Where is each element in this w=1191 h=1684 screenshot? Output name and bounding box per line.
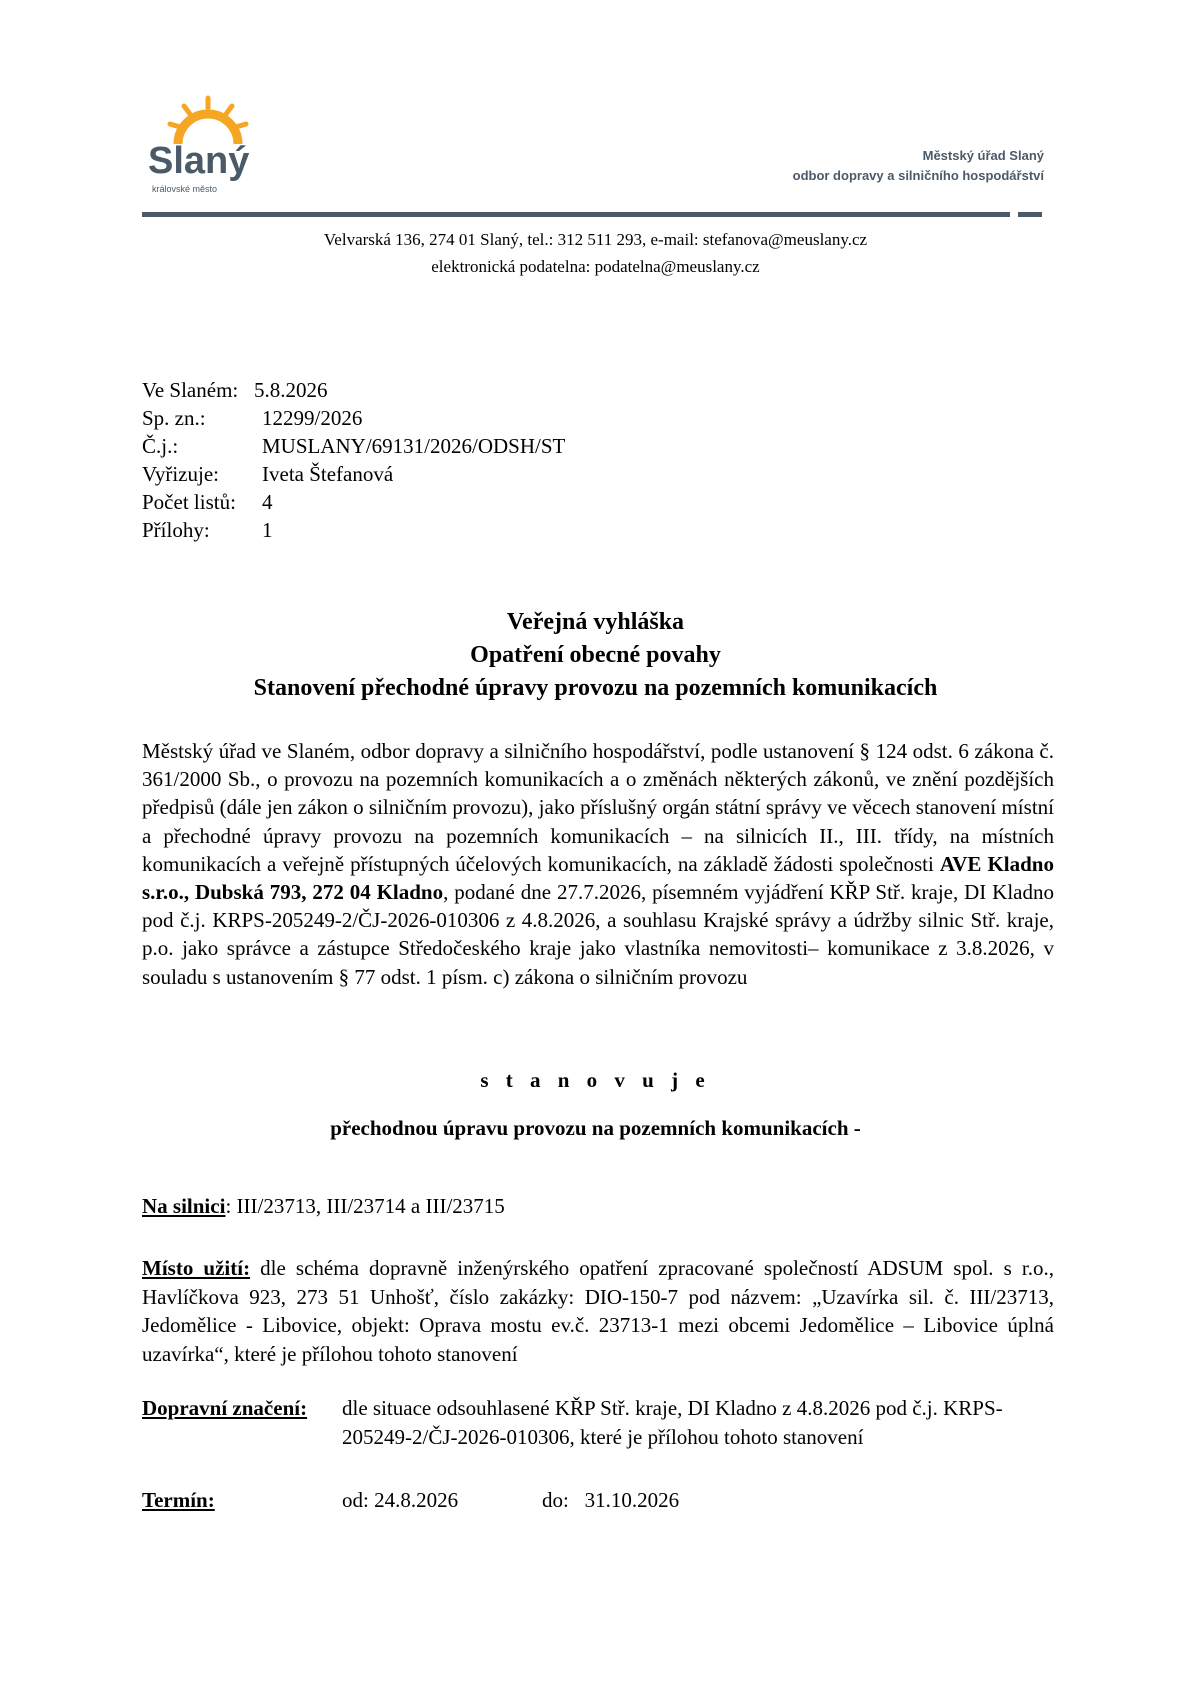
road-field xyxy=(142,1192,1054,1221)
stanovuje-heading: s t a n o v u j e xyxy=(480,1068,711,1092)
signage-field xyxy=(142,1394,1054,1451)
logo-subtitle: královské město xyxy=(152,184,218,194)
intro-paragraph xyxy=(142,737,1054,991)
place-label: Místo užití: xyxy=(142,1256,251,1280)
department-name: odbor dopravy a silničního hospodářství xyxy=(792,168,1044,183)
meta-label: Sp. zn.: xyxy=(142,406,206,430)
intro-text-1: Městský úřad ve Slaném, odbor dopravy a silničního hospodářství, podle ustanovení § 124 odst. 6 zákona č. 361/2000 Sb., o provozu na pozemních komunikacích a o změnách některých zákonů, ve znění pozdějších předpisů (dále jen zákon o silničním provozu), jako příslušný orgán státní správy ve věcech stanovení místní a přechodné úpravy provozu na pozemních komunikacích – na silnicích II., III. třídy, na místních komunikacích a veřejně přístupných účelových komunikacích, na základě žádosti společnosti xyxy=(142,739,1054,876)
meta-row xyxy=(142,376,565,404)
document-title xyxy=(0,606,1191,705)
meta-row xyxy=(142,488,565,516)
road-label: Na silnici xyxy=(142,1194,226,1218)
meta-label: Ve Slaném: xyxy=(142,378,239,402)
signage-value: dle situace odsouhlasené KŘP Stř. kraje, DI Kladno z 4.8.2026 pod č.j. KRPS-205249-2/ČJ-2026-010306, které je přílohou tohoto stanovení xyxy=(342,1396,1003,1449)
office-name: Městský úřad Slaný xyxy=(922,148,1044,163)
place-field xyxy=(142,1254,1054,1368)
intro-text-2: , podané dne 27.7.2026, písemném vyjádření KŘP Stř. kraje, DI Kladno pod č.j. KRPS-205249-2/ČJ-2026-010306 z 4.8.2026, a souhlasu Krajské správy a údržby silnic Stř. kraje, p.o. jako správce a zástupce Středočeského kraje jako vlastníka nemovitosti– komunikace z 3.8.2026, v souladu s ustanovením § 77 odst. 1 písm. c) zákona o silničním provozu xyxy=(142,880,1054,989)
logo-wordmark: Slaný xyxy=(148,140,250,182)
signage-label: Dopravní značení: xyxy=(142,1396,308,1420)
term-from: od: 24.8.2026 xyxy=(342,1488,459,1512)
meta-row xyxy=(142,404,565,432)
meta-value: Iveta Štefanová xyxy=(262,462,394,486)
meta-value: 1 xyxy=(262,518,273,542)
meta-value: 12299/2026 xyxy=(262,406,363,430)
meta-value: 4 xyxy=(262,490,273,514)
header-rule xyxy=(142,212,1042,217)
road-value: : III/23713, III/23714 a III/23715 xyxy=(225,1194,505,1218)
document-metadata xyxy=(142,376,565,544)
contact-block xyxy=(0,226,1191,280)
address-line: Velvarská 136, 274 01 Slaný, tel.: 312 511 293, e-mail: stefanova@meuslany.cz xyxy=(323,230,868,249)
title-line-3: Stanovení přechodné úpravy provozu na pozemních komunikacích xyxy=(253,675,938,701)
city-logo xyxy=(148,100,278,200)
meta-label: Č.j.: xyxy=(142,434,179,458)
decision-subheading: přechodnou úpravu provozu na pozemních komunikacích - xyxy=(330,1116,861,1140)
meta-label: Vyřizuje: xyxy=(142,462,219,486)
meta-label: Počet listů: xyxy=(142,490,236,514)
podatelna-line: elektronická podatelna: podatelna@meuslany.cz xyxy=(431,257,760,276)
meta-row xyxy=(142,432,565,460)
meta-value: 5.8.2026 xyxy=(254,378,328,402)
term-field xyxy=(142,1486,1054,1515)
meta-label: Přílohy: xyxy=(142,518,210,542)
place-value: dle schéma dopravně inženýrského opatření zpracované společností ADSUM spol. s r.o., Havlíčkova 923, 273 51 Unhošť, číslo zakázky: DIO-150-7 pod názvem: „Uzavírka sil. č. III/23713, Jedomělice - Libovice, objekt: Oprava mostu ev.č. 23713-1 mezi obcemi Jedomělice – Libovice úplná uzavírka“, které je přílohou tohoto stanovení xyxy=(142,1256,1054,1366)
meta-row xyxy=(142,516,565,544)
meta-value: MUSLANY/69131/2026/ODSH/ST xyxy=(262,434,566,458)
title-line-1: Veřejná vyhláška xyxy=(506,609,685,635)
office-block xyxy=(793,146,1044,186)
title-line-2: Opatření obecné povahy xyxy=(470,642,721,668)
term-to: do: 31.10.2026 xyxy=(542,1488,680,1512)
applicant-name: AVE Kladno s.r.o., Dubská 793, 272 04 Kladno xyxy=(142,851,1054,905)
meta-row xyxy=(142,460,565,488)
term-label: Termín: xyxy=(142,1488,215,1512)
